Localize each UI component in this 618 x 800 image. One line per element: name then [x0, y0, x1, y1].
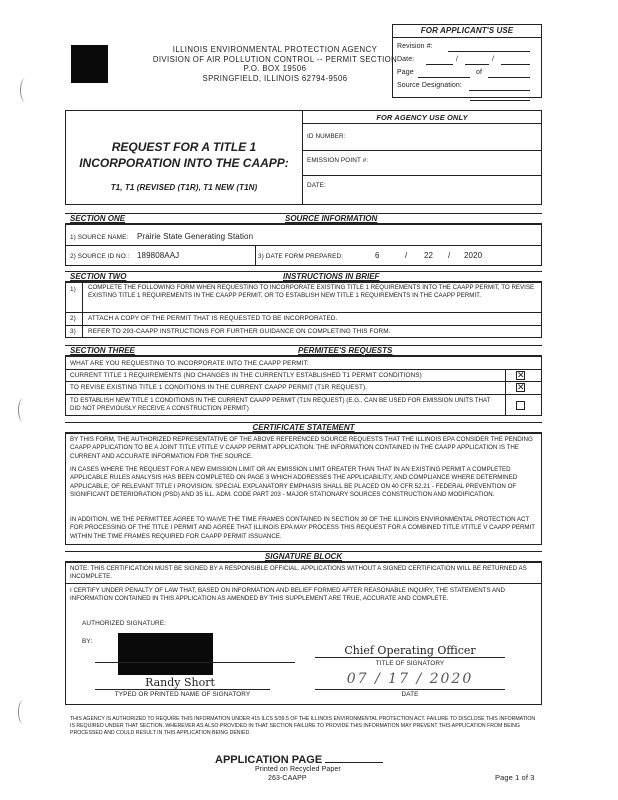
form-number: 263-CAAPP: [268, 775, 307, 782]
certificate-paragraph: BY THIS FORM, THE AUTHORIZED REPRESENTATIVE OF THE ABOVE REFERENCED SOURCE REQUESTS THAT THE ILLINOIS EPA CONSIDER THE PENDING CAAPP APPLICATION TO BE A JOINT TITLE I/TITLE V CAAPP PERMIT APPLICATION. THE INFORMATION CONTAINED IN THE CAAPP APPLICATION IS THE CURRENT AND ACCURATE INFORMATION FOR THE SOURCE.: [70, 436, 533, 460]
section-three-question: WHAT ARE YOU REQUESTING TO INCORPORATE INTO THE CAAPP PERMIT:: [70, 360, 309, 367]
signatory-name-value[interactable]: Randy Short: [145, 676, 215, 689]
source-name-label: 1) SOURCE NAME:: [70, 234, 129, 241]
page-of-field[interactable]: [488, 77, 530, 78]
page-field[interactable]: [418, 77, 470, 78]
date-prepared-year[interactable]: 2020: [464, 251, 483, 260]
signature-line[interactable]: [95, 662, 295, 663]
footer-disclaimer: THIS AGENCY IS AUTHORIZED TO REQUIRE THIS INFORMATION UNDER 415 ILCS 5/39.5 OF THE ILLINOIS ENVIRONMENTAL PROTECTION ACT. FAILURE TO DISCLOSE THIS INFORMATION IS REQUIRED UNDER THAT SECTION. WHEREVER AS ALSO PROVIDED IN THAT SECTION FAILURE TO PROVIDE THIS INFORMATION MAY PREVENT THIS APPLICATION FROM BEING PROCESSED AND COULD RESULT IN THIS APPLICATION BEING DENIED.: [70, 716, 536, 736]
section-three-title: PERMITEE'S REQUESTS: [298, 346, 393, 355]
source-name-value[interactable]: Prairie State Generating Station: [137, 232, 254, 241]
application-page-field[interactable]: [325, 752, 383, 763]
agency-use-title: FOR AGENCY USE ONLY: [376, 113, 468, 122]
request-option-text: TO REVISE EXISTING TITLE 1 CONDITIONS IN THE CURRENT CAAPP PERMIT (T1R REQUEST).: [70, 384, 368, 391]
po-box: P.O. BOX 19506: [243, 64, 307, 73]
punch-hole-mark: [18, 700, 29, 724]
recycled-paper-note: Printed on Recycled Paper: [255, 766, 341, 773]
applicant-date-day[interactable]: [465, 64, 489, 65]
authorized-signature-label: AUTHORIZED SIGNATURE:: [82, 620, 166, 627]
request-option-text: TO ESTABLISH NEW TITLE 1 CONDITIONS IN THE CURRENT CAAPP PERMIT (T1N REQUEST) (E.G., CAN BE USED FOR EMISSION UNITS THAT DID NOT PREVIOUSLY RECEIVE A CONSTRUCTION PERMIT): [70, 397, 491, 412]
request-option-checkbox[interactable]: [516, 401, 525, 410]
form-title-line1: REQUEST FOR A TITLE 1: [111, 140, 257, 154]
form-title-line2: INCORPORATION INTO THE CAAPP:: [79, 156, 289, 170]
signatory-name-label: TYPED OR PRINTED NAME OF SIGNATORY: [114, 691, 251, 698]
applicant-date-label: Date:: [397, 56, 415, 63]
signature-redacted: [118, 633, 213, 675]
signatory-title-label: TITLE OF SIGNATORY: [375, 660, 445, 667]
signature-date-value[interactable]: 07 / 17 / 2020: [346, 671, 474, 687]
section-one-title: SOURCE INFORMATION: [285, 214, 378, 223]
instruction-num: 1): [70, 286, 76, 293]
certificate-title: CERTIFICATE STATEMENT: [252, 423, 355, 432]
source-designation-field[interactable]: [469, 90, 530, 91]
agency-header: [120, 45, 430, 83]
division-name: DIVISION OF AIR POLLUTION CONTROL -- PERMIT SECTION: [152, 54, 398, 64]
instruction-num: 3): [70, 328, 76, 335]
application-page-text: APPLICATION PAGE: [215, 754, 323, 766]
source-id-value[interactable]: 189808AAJ: [137, 251, 180, 260]
certificate-paragraph: IN CASES WHERE THE REQUEST FOR A NEW EMISSION LIMIT OR AN EMISSION LIMIT GREATER THAN THAT IN AN EXISTING PERMIT A COMPLETED APPLICABLE RULES ANALYSIS HAS BEEN COMPLETED ON PAGE 3 WHICH ADDRESSES THE APPLICABILITY, AND COMPLIANCE WHERE DETERMINED APPLICABLE, OF RELEVANT TITLE I PROVISION. SPECIAL EXPLANATORY EMPHASIS SHALL BE PLACED ON 40 CFR 52.21 - FEDERAL PREVENTION OF SIGNIFICANT DETERIORATION (PSD) AND 35 ILL. ADM. CODE PART 203 - MAJOR STATIONARY SOURCES CONSTRUCTION AND MODIFICATION.: [70, 466, 518, 499]
id-number-label: ID NUMBER:: [307, 133, 346, 140]
applicant-date-month[interactable]: [426, 64, 453, 65]
instruction-text: REFER TO 293-CAAPP INSTRUCTIONS FOR FURTHER GUIDANCE ON COMPLETING THIS FORM.: [88, 328, 391, 335]
certificate-paragraph: IN ADDITION, WE THE PERMITTEE AGREE TO WAIVE THE TIME FRAMES CONTAINED IN SECTION 39 OF THE ILLINOIS ENVIRONMENTAL PROTECTION ACT FOR PROCESSING OF THE TITLE I PERMIT AND AGREE THAT ILLINOIS EPA MAY PROCESS THIS REQUEST FOR A COMBINED TITLE I/TITLE V CAAPP PERMIT WITHIN THE TIME FRAMES REQUIRED FOR CAAPP PERMIT ISSUANCE.: [70, 516, 535, 540]
form-title-line3: T1, T1 (REVISED (T1R), T1 NEW (T1N): [110, 183, 258, 192]
instruction-num: 2): [70, 315, 76, 322]
date-prepared-label: 3) DATE FORM PREPARED:: [258, 253, 344, 260]
section-two-title: INSTRUCTIONS IN BRIEF: [283, 272, 380, 281]
signatory-title-value[interactable]: Chief Operating Officer: [344, 644, 476, 657]
by-label: BY:: [82, 638, 93, 645]
instruction-text: ATTACH A COPY OF THE PERMIT THAT IS REQUESTED TO BE INCORPORATED.: [88, 315, 338, 322]
request-option-checkbox[interactable]: ✕: [517, 370, 525, 380]
section-three-label: SECTION THREE: [70, 346, 135, 355]
page-number: Page 1 of 3: [495, 773, 535, 782]
section-two-label: SECTION TWO: [70, 272, 127, 281]
signature-certify: I CERTIFY UNDER PENALTY OF LAW THAT, BASED ON INFORMATION AND BELIEF FORMED AFTER REASONABLE INQUIRY, THE STATEMENTS AND INFORMATION CONTAINED IN THIS APPLICATION AS AMENDED BY THIS SUPPLEMENT ARE TRUE, ACCURATE AND COMPLETE.: [70, 587, 506, 603]
instruction-text: COMPLETE THE FOLLOWING FORM WHEN REQUESTING TO INCORPORATE EXISTING TITLE 1 REQUIREMENTS INTO THE CAAPP PERMIT, TO REVISE EXISTING TITLE 1 REQUIREMENTS IN THE CAAPP PERMIT, OR TO ESTABLISH NEW TITLE 1 REQUIREMENTS IN THE CAAPP PERMIT.: [88, 284, 535, 300]
source-id-label: 2) SOURCE ID NO.:: [70, 253, 130, 260]
request-option-checkbox[interactable]: ✕: [517, 382, 525, 392]
applicant-date-year[interactable]: [501, 64, 530, 65]
applicant-use-title: FOR APPLICANT'S USE: [420, 26, 514, 35]
revision-label: Revision #:: [397, 43, 433, 50]
agency-date-label: DATE:: [307, 182, 326, 189]
emission-point-label: EMISSION POINT #:: [307, 157, 369, 164]
signature-title: SIGNATURE BLOCK: [264, 552, 343, 561]
page-label: Page: [397, 69, 414, 76]
signature-note: NOTE: THIS CERTIFICATION MUST BE SIGNED BY A RESPONSIBLE OFFICIAL. APPLICATIONS WITHOUT A SIGNED CERTIFICATION WILL BE RETURNED AS INCOMPLETE.: [70, 565, 527, 581]
signature-date-label: DATE: [401, 691, 419, 698]
date-prepared-day[interactable]: 22: [424, 251, 434, 260]
source-designation-label: Source Designation:: [397, 82, 462, 89]
revision-field[interactable]: [448, 51, 530, 52]
section-one-label: SECTION ONE: [70, 214, 126, 223]
date-prepared-month[interactable]: 6: [375, 251, 380, 260]
punch-hole-mark: [18, 398, 29, 422]
agency-name: ILLINOIS ENVIRONMENTAL PROTECTION AGENCY: [172, 45, 378, 54]
request-option-text: CURRENT TITLE 1 REQUIREMENTS (NO CHANGES IN THE CURRENTLY ESTABLISHED T1 PERMIT CONDITIONS): [70, 372, 422, 379]
of-label: of: [476, 69, 483, 76]
application-page-label: [215, 752, 383, 766]
agency-logo: [71, 45, 108, 83]
city-address: SPRINGFIELD, ILLINOIS 62794-9506: [202, 73, 348, 83]
punch-hole-mark: [20, 78, 31, 102]
